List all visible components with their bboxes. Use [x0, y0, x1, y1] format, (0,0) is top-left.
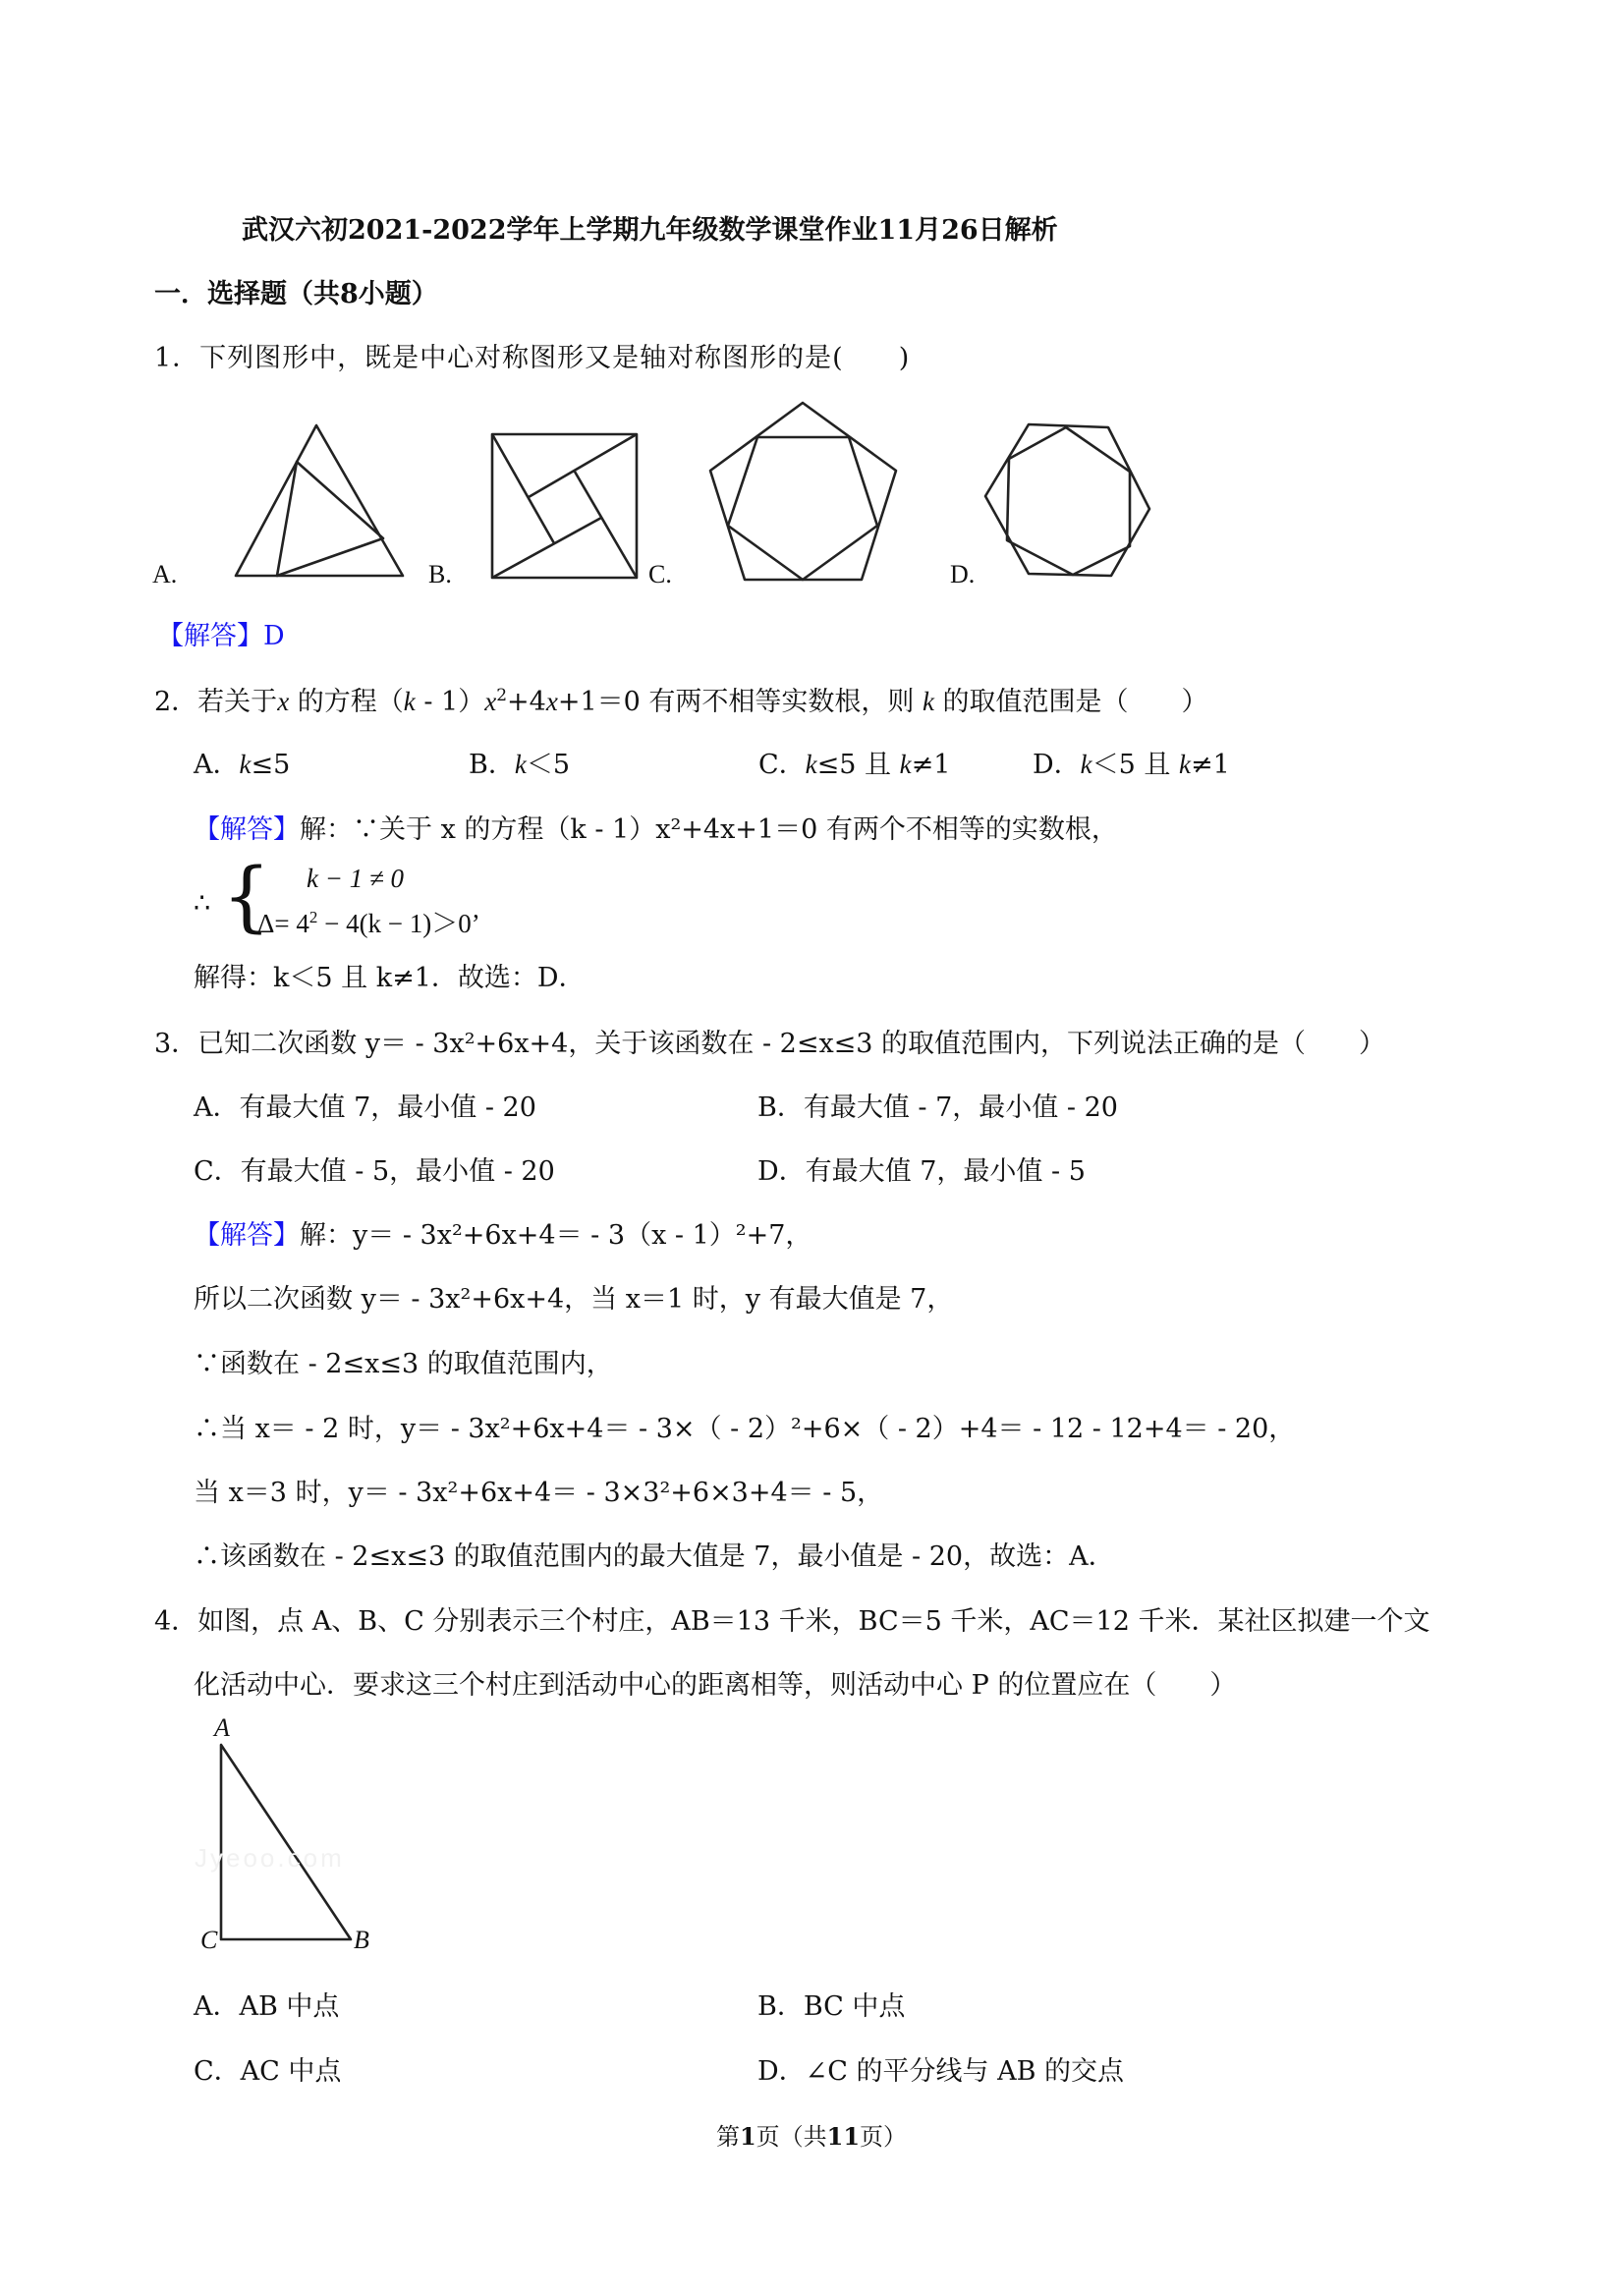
footer-text: 页） [860, 2123, 908, 2151]
watermark: Jyeoo.com [195, 1843, 345, 1873]
q2-stem-text: - 1） [415, 687, 485, 717]
q4-option-c: C．AC 中点 [194, 2056, 342, 2087]
q2-stem-text: +1＝0 有两不相等实数根，则 [557, 687, 923, 717]
option-text: ＜5 且 [1091, 750, 1179, 780]
var-k: k [922, 687, 934, 716]
option-text: ≠1 [911, 750, 951, 780]
q4-option-b: B．BC 中点 [757, 1991, 906, 2022]
vertex-label-b: B [354, 1926, 369, 1954]
q3-solution-line5: 当 x＝3 时，y＝ - 3x²+6x+4＝ - 3×3²+6×3+4＝ - 5， [194, 1478, 884, 1508]
option-text: ≤5 [251, 750, 291, 780]
exponent: 2 [496, 686, 508, 705]
page-number: 1 [739, 2122, 756, 2151]
option-text: ＜5 [526, 750, 571, 780]
solution-text: 解：y＝ - 3x²+6x+4＝ - 3（x - 1）²+7， [300, 1220, 812, 1251]
q3-option-a: A．有最大值 7，最小值 - 20 [194, 1092, 536, 1123]
document-title: 武汉六初2021-2022学年上学期九年级数学课堂作业11月26日解析 [242, 215, 1058, 246]
option-text: ≤5 且 [816, 750, 900, 780]
var-x: x [484, 687, 497, 716]
q1-figure-b-square [492, 434, 637, 578]
q2-stem-text: 的取值范围是（ ） [933, 687, 1208, 717]
q1-figure-a-triangle [236, 425, 403, 576]
q3-solution-line4: ∴当 x＝ - 2 时，y＝ - 3x²+6x+4＝ - 3×（ - 2）²+6×（ - 2）+4＝ - 12 - 12+4＝ - 20， [194, 1414, 1296, 1444]
q3-option-d: D．有最大值 7，最小值 - 5 [757, 1156, 1086, 1187]
q1-answer [157, 619, 285, 654]
vertex-label-a: A [214, 1713, 230, 1742]
q3-solution-line3: ∵函数在 - 2≤x≤3 的取值范围内， [194, 1349, 613, 1379]
q2-stem [154, 684, 1208, 720]
q3-solution-line1 [194, 1218, 812, 1254]
var-k: k [403, 687, 416, 716]
var-x: x [277, 687, 290, 716]
q3-solution-line6: ∴该函数在 - 2≤x≤3 的取值范围内的最大值是 7，最小值是 - 20，故选：A． [194, 1541, 1115, 1572]
q1-option-b-label: B. [428, 560, 452, 588]
q4-figure-right-triangle [221, 1745, 351, 1939]
q2-stem-text: 2．若关于 [154, 687, 278, 717]
option-label: A． [194, 750, 240, 780]
q2-option-c [758, 747, 950, 783]
q2-option-d [1033, 747, 1230, 783]
page-footer [0, 2117, 1623, 2152]
q2-solution-line1 [194, 812, 1118, 848]
q4-option-d: D．∠C 的平分线与 AB 的交点 [757, 2056, 1125, 2087]
exponent: 2 [308, 908, 318, 926]
q2-option-a [194, 747, 290, 783]
q3-solution-line2: 所以二次函数 y＝ - 3x²+6x+4，当 x＝1 时，y 有最大值是 7， [194, 1284, 954, 1315]
q4-option-a: A．AB 中点 [194, 1991, 340, 2022]
q4-stem-line1: 4．如图，点 A、B、C 分别表示三个村庄，AB＝13 千米，BC＝5 千米，AC＝12 千米．某社区拟建一个文 [154, 1606, 1430, 1637]
var-k: k [899, 750, 912, 779]
option-label: C． [758, 750, 806, 780]
answer-tag: 【解答】 [194, 1220, 300, 1251]
option-text: ≠1 [1190, 750, 1230, 780]
therefore-symbol: ∴ [194, 888, 211, 919]
q1-answer-value: D [263, 621, 285, 651]
var-k: k [1080, 750, 1092, 779]
option-label: B． [469, 750, 515, 780]
q2-stem-text: 的方程（ [289, 687, 404, 717]
answer-tag: 【解答】 [157, 621, 263, 651]
footer-text: 第 [715, 2123, 740, 2151]
q2-stem-text: +4 [507, 687, 546, 717]
var-k: k [1178, 750, 1191, 779]
q1-option-a-label: A. [152, 560, 178, 588]
q3-stem: 3．已知二次函数 y＝ - 3x²+6x+4，关于该函数在 - 2≤x≤3 的取值范围内，下列说法正确的是（ ） [154, 1029, 1386, 1059]
section-heading: 一．选择题（共8小题） [154, 279, 438, 309]
system-text: Δ= 4 [257, 909, 309, 938]
var-k: k [805, 750, 817, 779]
system-line1: k − 1 ≠ 0 [307, 864, 405, 893]
system-line2 [257, 906, 480, 941]
var-k: k [239, 750, 252, 779]
q2-option-b [469, 747, 570, 783]
answer-tag: 【解答】 [194, 814, 300, 845]
var-k: k [514, 750, 527, 779]
q3-option-c: C．有最大值 - 5，最小值 - 20 [194, 1156, 555, 1187]
page-total: 11 [826, 2122, 861, 2151]
system-brace: { [222, 853, 271, 941]
var-x: x [545, 687, 558, 716]
q1-figure-d-hexagon [985, 424, 1149, 576]
footer-text: 页（共 [756, 2123, 827, 2151]
vertex-label-c: C [200, 1926, 218, 1954]
q1-figure-c-pentagon [710, 403, 896, 580]
q1-option-d-label: D. [950, 560, 976, 588]
system-text: − 4(k − 1)＞0’ [317, 909, 480, 938]
q4-stem-line2: 化活动中心．要求这三个村庄到活动中心的距离相等，则活动中心 P 的位置应在（ ） [194, 1670, 1237, 1701]
q2-result: 解得：k＜5 且 k≠1．故选：D． [194, 963, 586, 993]
q1-stem: 1．下列图形中，既是中心对称图形又是轴对称图形的是( ) [154, 343, 911, 373]
q3-option-b: B．有最大值 - 7，最小值 - 20 [757, 1092, 1118, 1123]
option-label: D． [1033, 750, 1081, 780]
q1-option-c-label: C. [648, 560, 672, 588]
solution-text: 解：∵关于 x 的方程（k - 1）x²+4x+1＝0 有两个不相等的实数根， [300, 814, 1118, 845]
